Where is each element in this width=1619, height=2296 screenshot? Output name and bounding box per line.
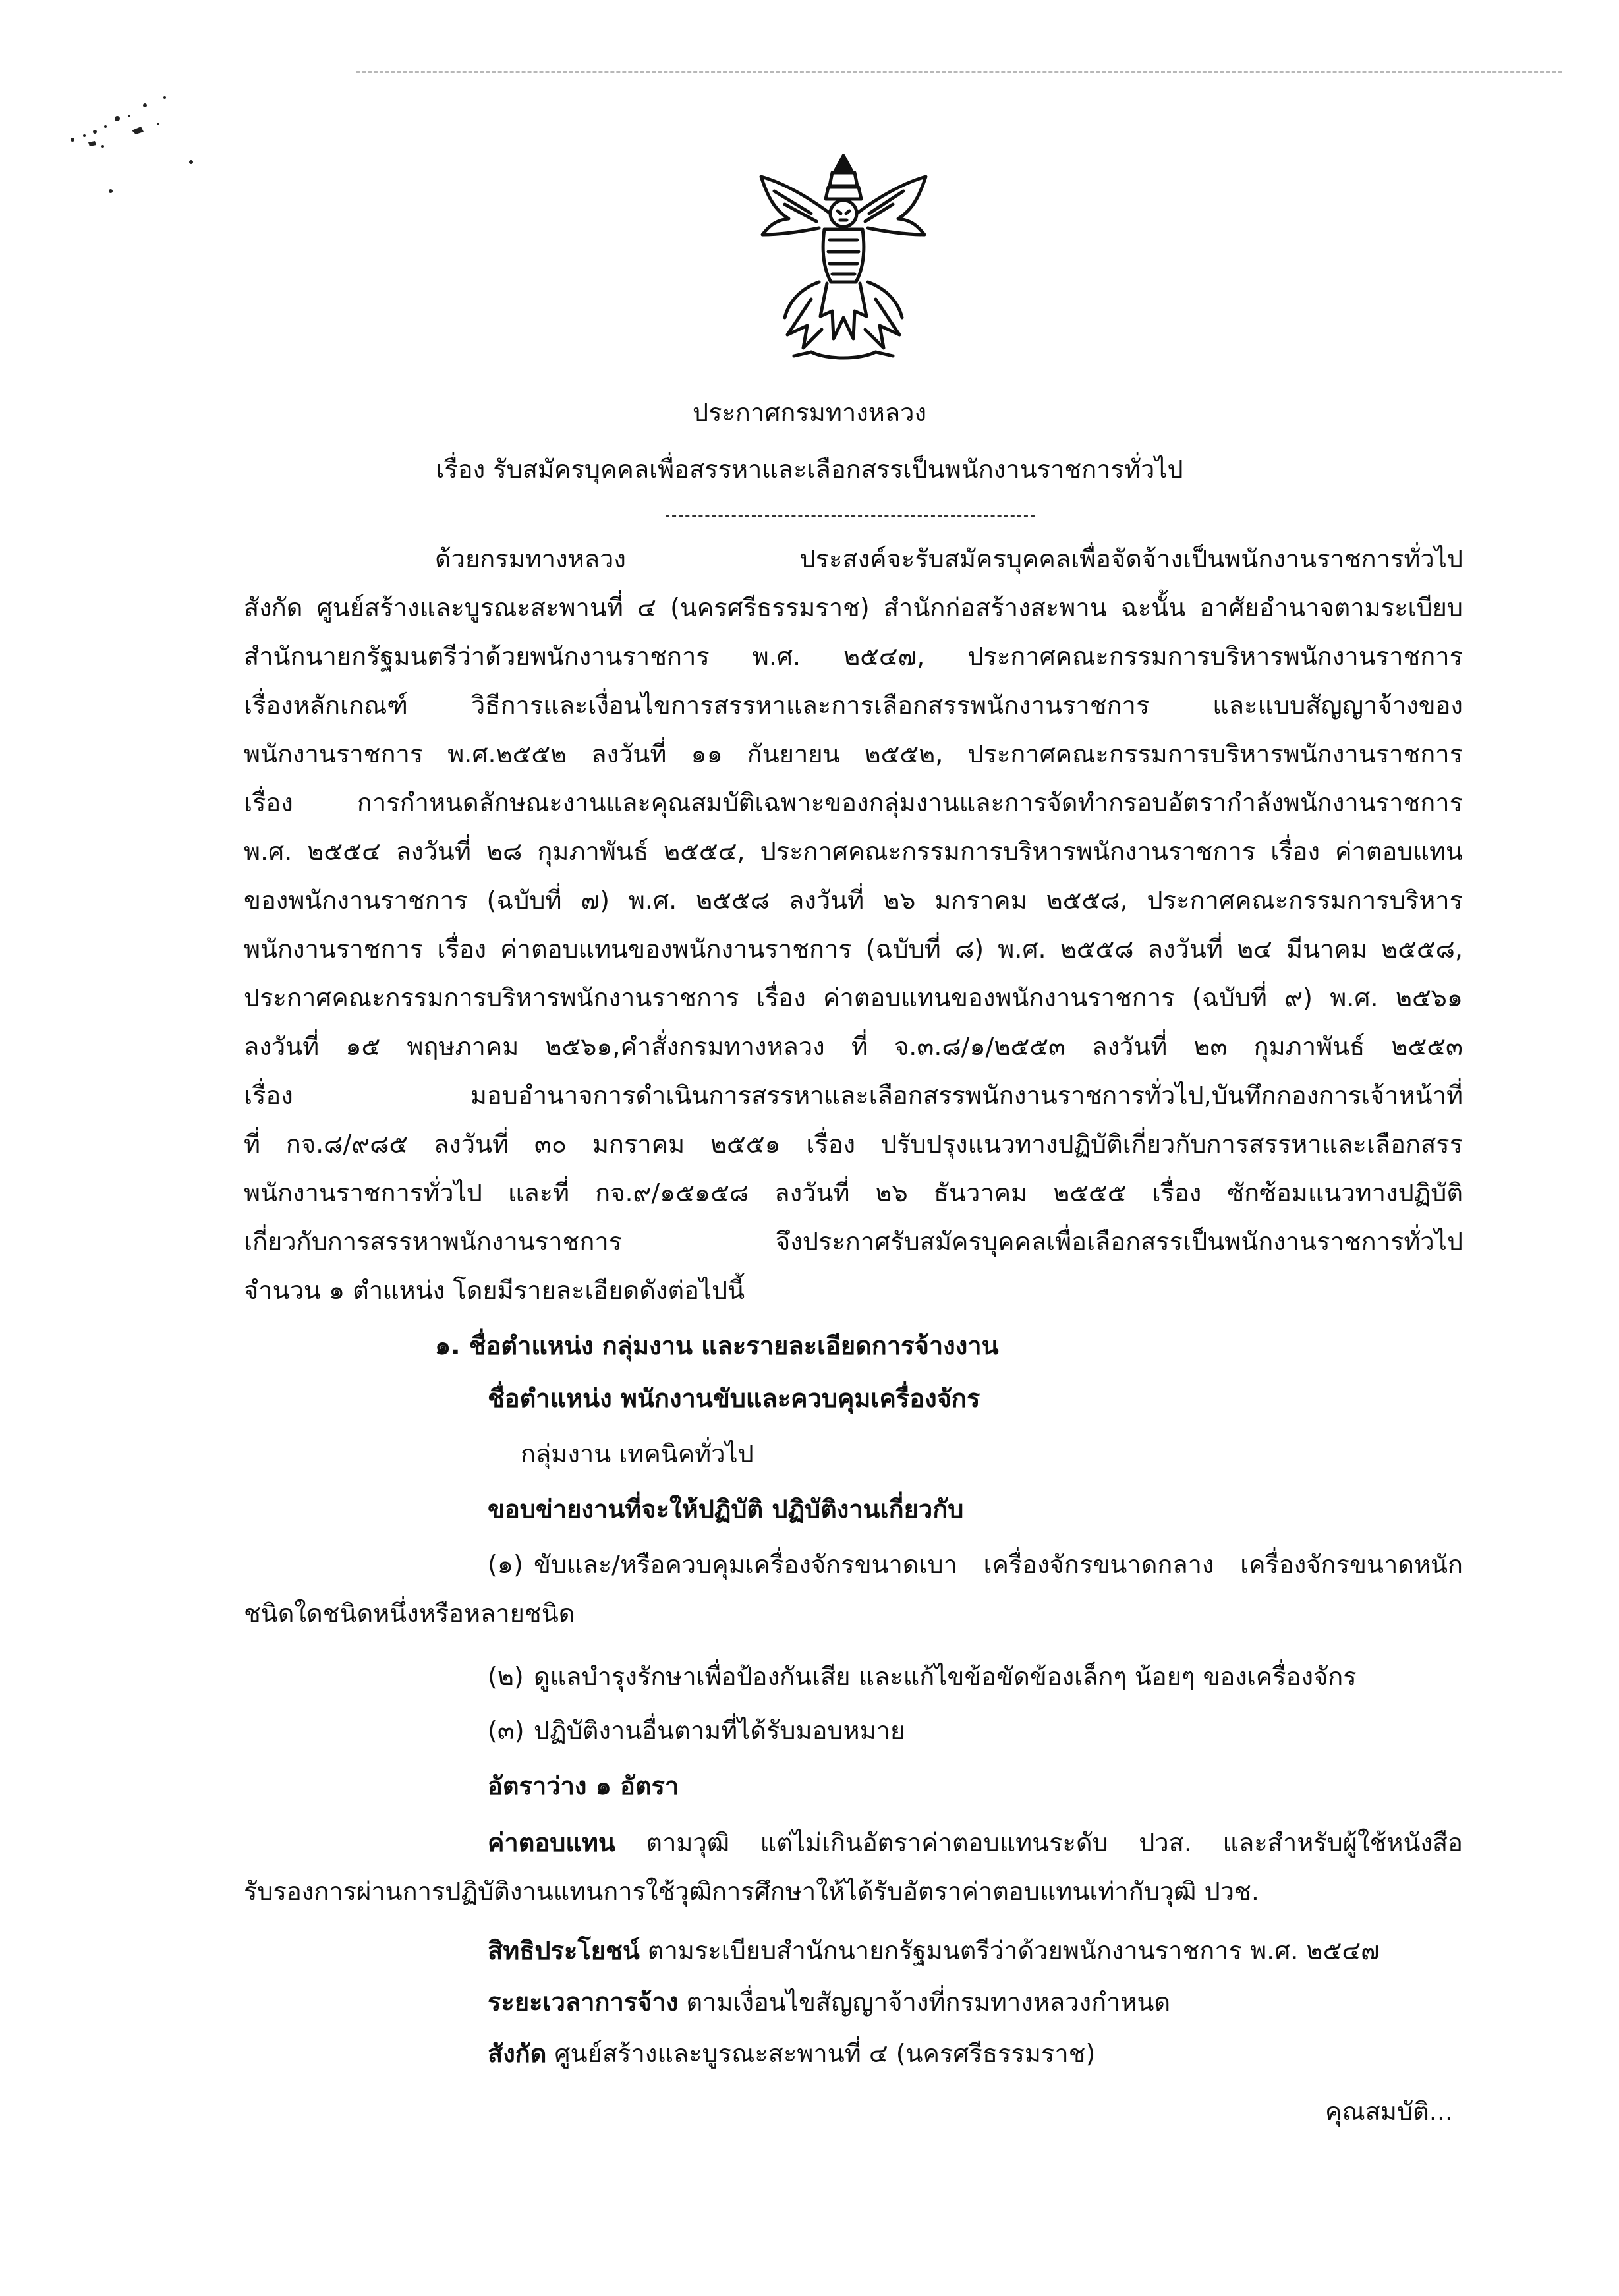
term-row	[488, 1985, 1170, 2019]
paragraph-line-6: เรื่อง การกำหนดลักษณะงานและคุณสมบัติเฉพาะของกลุ่มงานและการจัดทำกรอบอัตรากำลังพนักงานราชการ	[244, 788, 1463, 817]
paragraph-line-8: ของพนักงานราชการ (ฉบับที่ ๗) พ.ศ. ๒๕๕๘ ลงวันที่ ๒๖ มกราคม ๒๕๕๘, ประกาศคณะกรรมการบริหาร	[244, 886, 1463, 915]
job-group: กลุ่มงาน เทคนิคทั่วไป	[521, 1439, 754, 1468]
paragraph-line-12: เรื่อง มอบอำนาจการดำเนินการสรรหาและเลือกสรรพนักงานราชการทั่วไป,บันทึกกองการเจ้าหน้าที่	[244, 1081, 1463, 1110]
unit-row	[488, 2036, 1095, 2071]
paragraph-line-15: เกี่ยวกับการสรรหาพนักงานราชการ จึงประกาศรับสมัครบุคคลเพื่อเลือกสรรเป็นพนักงานราชการทั่วไป	[244, 1227, 1463, 1256]
position-label: ชื่อตำแหน่ง	[488, 1384, 612, 1413]
pay-row	[488, 1825, 1463, 1860]
pay-label: ค่าตอบแทน	[488, 1828, 615, 1857]
duty-3-text: ปฏิบัติงานอื่นตามที่ได้รับมอบหมาย	[534, 1716, 905, 1745]
paragraph-line-1: ด้วยกรมทางหลวง ประสงค์จะรับสมัครบุคคลเพื่อจัดจ้างเป็นพนักงานราชการทั่วไป	[435, 544, 1463, 573]
continuation-note: คุณสมบัติ...	[1325, 2097, 1453, 2126]
vacancy-count: อัตราว่าง ๑ อัตรา	[488, 1771, 679, 1800]
paragraph-line-16: จำนวน ๑ ตำแหน่ง โดยมีรายละเอียดดังต่อไปนี้	[244, 1276, 745, 1305]
section-heading: ๑. ชื่อตำแหน่ง กลุ่มงาน และรายละเอียดการจ้างงาน	[435, 1331, 999, 1360]
agency-title: ประกาศกรมทางหลวง	[692, 398, 927, 427]
duty-2-text: ดูแลบำรุงรักษาเพื่อป้องกันเสีย และแก้ไขข้อขัดข้องเล็กๆ น้อยๆ ของเครื่องจักร	[534, 1662, 1357, 1691]
paragraph-line-7: พ.ศ. ๒๕๕๔ ลงวันที่ ๒๘ กุมภาพันธ์ ๒๕๕๔, ประกาศคณะกรรมการบริหารพนักงานราชการ เรื่อง ค่าตอบแทน	[244, 837, 1463, 866]
paragraph-line-14: พนักงานราชการทั่วไป และที่ กจ.๙/๑๕๑๕๘ ลงวันที่ ๒๖ ธันวาคม ๒๕๕๕ เรื่อง ซักซ้อมแนวทางปฏิบัติ	[244, 1178, 1463, 1207]
term-label: ระยะเวลาการจ้าง	[488, 1988, 679, 2017]
benefit-label: สิทธิประโยชน์	[488, 1936, 640, 1965]
benefit-text: ตามระเบียบสำนักนายกรัฐมนตรีว่าด้วยพนักงานราชการ พ.ศ. ๒๕๔๗	[639, 1936, 1380, 1965]
title-divider	[666, 515, 1035, 517]
scope-heading: ขอบข่ายงานที่จะให้ปฏิบัติ ปฏิบัติงานเกี่ยวกับ	[488, 1495, 964, 1524]
position-row	[488, 1381, 980, 1416]
term-text: ตามเงื่อนไขสัญญาจ้างที่กรมทางหลวงกำหนด	[678, 1988, 1171, 2017]
duty-1-text: ขับและ/หรือควบคุมเครื่องจักรขนาดเบา เครื่องจักรขนาดกลาง เครื่องจักรขนาดหนัก	[534, 1550, 1463, 1579]
unit-text: ศูนย์สร้างและบูรณะสะพานที่ ๔ (นครศรีธรรมราช)	[546, 2039, 1096, 2068]
duty-2-number: (๒)	[488, 1662, 524, 1691]
duty-3-number: (๓)	[488, 1716, 525, 1745]
paragraph-line-2: สังกัด ศูนย์สร้างและบูรณะสะพานที่ ๔ (นครศรีธรรมราช) สำนักก่อสร้างสะพาน ฉะนั้น อาศัยอำนาจตามระเบียบ	[244, 593, 1463, 622]
unit-label: สังกัด	[488, 2039, 547, 2068]
garuda-emblem	[748, 150, 939, 368]
scan-specks	[66, 92, 211, 198]
benefit-row	[488, 1934, 1380, 1968]
pay-text: ตามวุฒิ แต่ไม่เกินอัตราค่าตอบแทนระดับ ปวส. และสำหรับผู้ใช้หนังสือ	[615, 1828, 1463, 1857]
duty-1-number: (๑)	[488, 1550, 523, 1579]
scan-top-rule	[356, 71, 1562, 73]
pay-continued: รับรองการผ่านการปฏิบัติงานแทนการใช้วุฒิการศึกษาให้ได้รับอัตราค่าตอบแทนเท่ากับวุฒิ ปวช.	[244, 1877, 1259, 1906]
paragraph-line-9: พนักงานราชการ เรื่อง ค่าตอบแทนของพนักงานราชการ (ฉบับที่ ๘) พ.ศ. ๒๕๕๘ ลงวันที่ ๒๔ มีนาคม ๒๕๕๘,	[244, 934, 1463, 963]
subject-line: เรื่อง รับสมัครบุคคลเพื่อสรรหาและเลือกสรรเป็นพนักงานราชการทั่วไป	[436, 455, 1183, 484]
position-value: พนักงานขับและควบคุมเครื่องจักร	[611, 1384, 980, 1413]
paragraph-line-3: สำนักนายกรัฐมนตรีว่าด้วยพนักงานราชการ พ.ศ. ๒๕๔๗, ประกาศคณะกรรมการบริหารพนักงานราชการ	[244, 642, 1463, 671]
paragraph-line-10: ประกาศคณะกรรมการบริหารพนักงานราชการ เรื่อง ค่าตอบแทนของพนักงานราชการ (ฉบับที่ ๙) พ.ศ. ๒๕๖๑	[244, 983, 1463, 1012]
paragraph-line-11: ลงวันที่ ๑๕ พฤษภาคม ๒๕๖๑,คำสั่งกรมทางหลวง ที่ จ.๓.๘/๑/๒๕๕๓ ลงวันที่ ๒๓ กุมภาพันธ์ ๒๕๕๓	[244, 1032, 1463, 1061]
paragraph-line-5: พนักงานราชการ พ.ศ.๒๕๕๒ ลงวันที่ ๑๑ กันยายน ๒๕๕๒, ประกาศคณะกรรมการบริหารพนักงานราชการ	[244, 739, 1463, 768]
paragraph-line-4: เรื่องหลักเกณฑ์ วิธีการและเงื่อนไขการสรรหาและการเลือกสรรพนักงานราชการ และแบบสัญญาจ้างของ	[244, 691, 1463, 720]
duty-1-continued: ชนิดใดชนิดหนึ่งหรือหลายชนิด	[244, 1599, 575, 1628]
paragraph-line-13: ที่ กจ.๘/๙๘๕ ลงวันที่ ๓๐ มกราคม ๒๕๕๑ เรื่อง ปรับปรุงแนวทางปฏิบัติเกี่ยวกับการสรรหาและเลือกสรร	[244, 1130, 1463, 1159]
